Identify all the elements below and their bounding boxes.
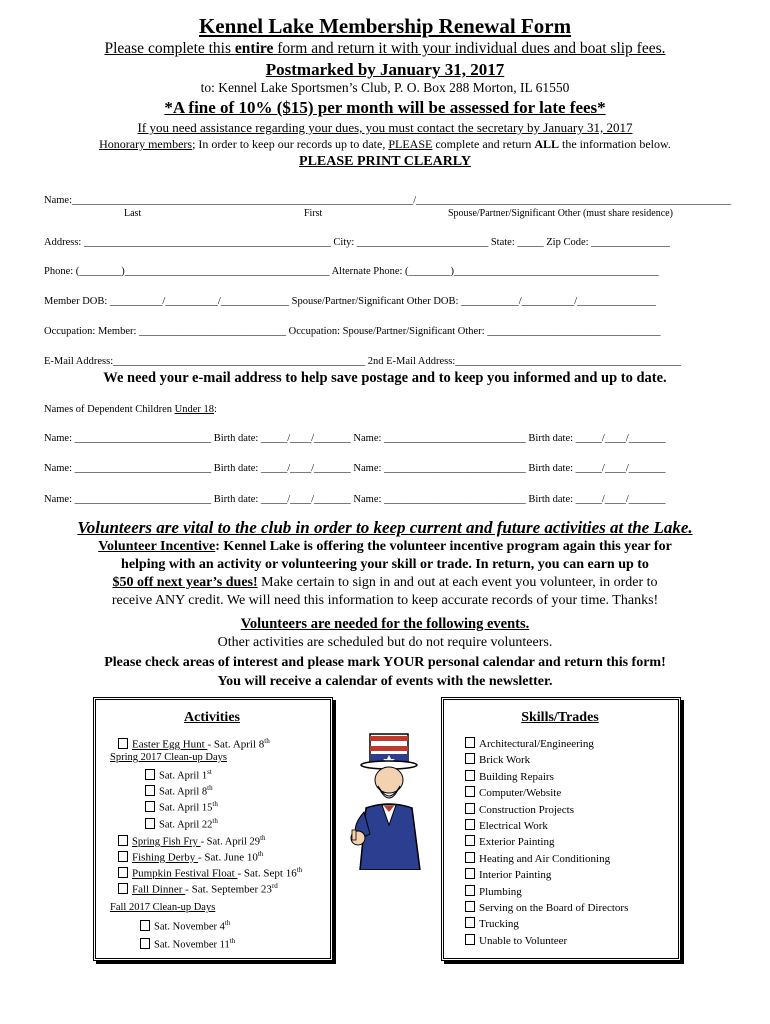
skill-label: Electrical Work — [479, 820, 548, 832]
skill-item[interactable] — [465, 737, 594, 750]
phone-field-line[interactable]: Phone: (________)_______________________________________ Alternate Phone: (________)_______________________________________ — [44, 266, 659, 277]
checkbox-icon[interactable] — [465, 901, 475, 912]
skill-item[interactable] — [465, 917, 519, 930]
address-field-line[interactable]: Address: _______________________________________________ City: _________________________ State: _____ Zip Code: _______________ — [44, 237, 670, 248]
fall-cleanup-label: Fall 2017 Clean-up Days — [110, 902, 216, 913]
dob-field-line[interactable]: Member DOB: __________/__________/_____________ Spouse/Partner/Significant Other DOB: ___________/__________/_______________ — [44, 296, 656, 307]
checkbox-icon[interactable] — [140, 920, 150, 931]
checkbox-icon[interactable] — [145, 785, 155, 796]
checkbox-icon[interactable] — [465, 885, 475, 896]
checkbox-icon[interactable] — [465, 786, 475, 797]
honorary-note: Honorary members; In order to keep our records up to date, PLEASE complete and return ALL the information below. — [99, 137, 671, 151]
checkbox-icon[interactable] — [465, 868, 475, 879]
skill-label: Plumbing — [479, 885, 522, 898]
activities-title: Activities — [184, 710, 240, 725]
child-row-1[interactable]: Name: __________________________ Birth date: _____/____/_______ Name: ___________________________ Birth date: _____/____/_______ — [44, 433, 666, 444]
postmark-deadline: Postmarked by January 31, 2017 — [265, 60, 505, 79]
skill-item[interactable] — [465, 803, 574, 816]
skill-label: Unable to Volunteer — [479, 934, 568, 947]
activity-fishing-derby[interactable]: Fishing Derby - Sat. June 10th — [118, 850, 263, 864]
form-instruction: Please complete this entire form and return it with your individual dues and boat slip fees. — [104, 40, 666, 57]
form-title: Kennel Lake Membership Renewal Form — [198, 14, 572, 38]
late-fee-notice: *A fine of 10% ($15) per month will be assessed for late fees* — [164, 98, 606, 117]
skill-label: Architectural/Engineering — [479, 738, 594, 750]
checkbox-icon[interactable] — [118, 738, 128, 749]
skill-item[interactable] — [465, 868, 551, 881]
skill-label: Brick Work — [479, 754, 531, 767]
activity-fall-dinner[interactable]: Fall Dinner - Sat. September 23rd — [118, 882, 278, 896]
checkbox-icon[interactable] — [465, 917, 475, 928]
activity-fish-fry[interactable]: Spring Fish Fry - Sat. April 29th — [118, 834, 266, 848]
child-row-2[interactable]: Name: __________________________ Birth date: _____/____/_______ Name: ___________________________ Birth date: _____/____/_______ — [44, 463, 666, 474]
children-label: Names of Dependent Children Under 18: — [44, 404, 217, 415]
skill-item[interactable] — [465, 901, 628, 914]
assistance-note: If you need assistance regarding your dues, you must contact the secretary by January 31, 2017 — [137, 120, 633, 135]
check-interest: Please check areas of interest and please mark YOUR personal calendar and return this form! — [104, 655, 666, 670]
email-field-line[interactable]: E-Mail Address:________________________________________________ 2nd E-Mail Address:___________________________________________ — [44, 356, 681, 367]
activity-pumpkin-float[interactable]: Pumpkin Festival Float - Sat. Sept 16th — [118, 866, 302, 880]
checkbox-icon[interactable] — [145, 818, 155, 829]
skill-label: Computer/Website — [479, 787, 562, 800]
checkbox-icon[interactable] — [465, 803, 475, 814]
fall-date-2[interactable]: Sat. November 11th — [140, 937, 235, 951]
skill-label: Construction Projects — [479, 803, 575, 816]
spring-cleanup-label: Spring 2017 Clean-up Days — [110, 752, 227, 763]
spring-date-3[interactable]: Sat. April 15th — [145, 800, 218, 814]
skill-item[interactable] — [465, 753, 530, 766]
checkbox-icon[interactable] — [140, 938, 150, 949]
honorary-members-link: Honorary members — [99, 137, 193, 151]
checkbox-icon[interactable] — [118, 883, 128, 894]
occupation-field-line[interactable]: Occupation: Member: ____________________________ Occupation: Spouse/Partner/Significant Other: _________________________________ — [44, 326, 661, 337]
volunteer-line-2: helping with an activity or volunteering your skill or trade. In return, you can earn up to — [121, 557, 649, 572]
skill-item[interactable] — [465, 786, 561, 799]
skill-item[interactable] — [465, 770, 554, 783]
skill-item[interactable] — [465, 819, 548, 832]
spring-date-4[interactable]: Sat. April 22th — [145, 817, 218, 831]
skill-label: Building Repairs — [479, 770, 554, 783]
skills-title: Skills/Trades — [521, 710, 599, 725]
volunteer-incentive: Volunteer Incentive: Kennel Lake is offering the volunteer incentive program again this year for — [98, 539, 672, 554]
checkbox-icon[interactable] — [118, 835, 128, 846]
mailing-address: to: Kennel Lake Sportsmen’s Club, P. O. Box 288 Morton, IL 61550 — [200, 80, 570, 95]
label-last: Last — [124, 208, 142, 219]
checkbox-icon[interactable] — [465, 934, 475, 945]
spring-date-1[interactable]: Sat. April 1st — [145, 768, 212, 782]
skill-item[interactable] — [465, 835, 554, 848]
name-field-line[interactable]: Name:_________________________________________________________________/____________________________________________________________ — [44, 195, 732, 206]
checkbox-icon[interactable] — [145, 769, 155, 780]
checkbox-icon[interactable] — [465, 737, 475, 748]
skill-label: Interior Painting — [479, 869, 552, 882]
checkbox-icon[interactable] — [118, 867, 128, 878]
volunteer-line-3: $50 off next year’s dues! Make certain to sign in and out at each event you volunteer, in order to — [112, 575, 658, 590]
checkbox-icon[interactable] — [465, 852, 475, 863]
skill-item[interactable] — [465, 852, 610, 865]
child-row-3[interactable]: Name: __________________________ Birth date: _____/____/_______ Name: ___________________________ Birth date: _____/____/_______ — [44, 494, 666, 505]
skill-label: Heating and Air Conditioning — [479, 852, 611, 865]
skill-label: Serving on the Board of Directors — [479, 902, 629, 914]
volunteer-heading: Volunteers are vital to the club in order to keep current and future activities at the Lake. — [77, 518, 693, 537]
email-note: We need your e-mail address to help save postage and to keep you informed and up to date. — [103, 370, 667, 386]
label-first: First — [304, 208, 323, 219]
other-activities: Other activities are scheduled but do not require volunteers. — [217, 635, 553, 650]
checkbox-icon[interactable] — [465, 819, 475, 830]
skill-item[interactable] — [465, 885, 522, 898]
skill-label: Exterior Painting — [479, 836, 555, 849]
spring-date-2[interactable]: Sat. April 8th — [145, 784, 213, 798]
checkbox-icon[interactable] — [465, 770, 475, 781]
calendar-note: You will receive a calendar of events with the newsletter. — [217, 674, 553, 689]
checkbox-icon[interactable] — [465, 753, 475, 764]
fall-date-1[interactable]: Sat. November 4th — [140, 919, 230, 933]
uncle-sam-illustration — [340, 730, 440, 870]
checkbox-icon[interactable] — [465, 835, 475, 846]
volunteer-line-4: receive ANY credit. We will need this information to keep accurate records of your time. Thanks! — [111, 593, 659, 608]
checkbox-icon[interactable] — [118, 851, 128, 862]
print-clearly-heading: PLEASE PRINT CLEARLY — [299, 154, 471, 169]
skill-item[interactable] — [465, 934, 567, 947]
skill-label: Trucking — [479, 918, 519, 931]
volunteers-needed: Volunteers are needed for the following events. — [240, 616, 530, 632]
checkbox-icon[interactable] — [145, 801, 155, 812]
label-spouse: Spouse/Partner/Significant Other (must share residence) — [448, 208, 673, 219]
activity-easter[interactable]: Easter Egg Hunt - Sat. April 8th — [118, 737, 270, 751]
